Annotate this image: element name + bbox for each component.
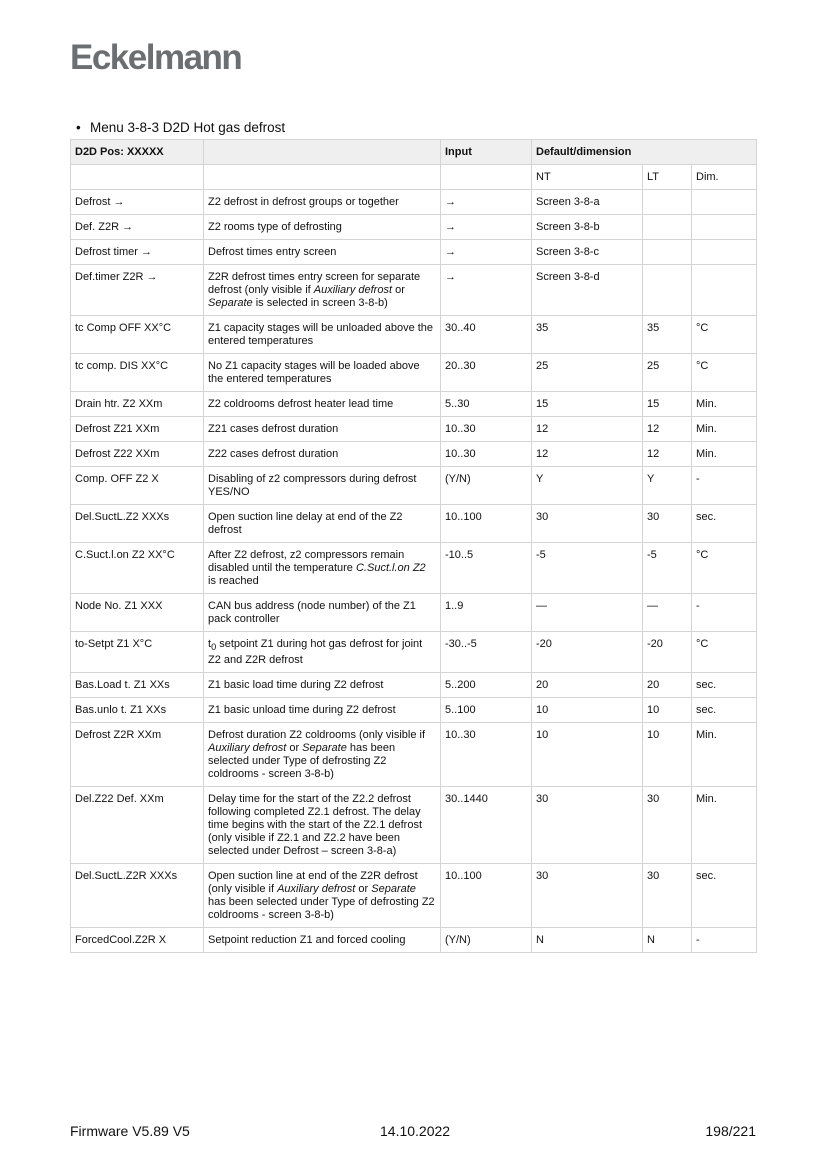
default-lt-cell: 10	[643, 698, 692, 723]
param-name-cell: C.Suct.l.on Z2 XX°C	[71, 543, 204, 594]
dimension-cell: -	[692, 928, 757, 953]
param-name-cell: Bas.Load t. Z1 XXs	[71, 673, 204, 698]
default-nt-cell: 30	[532, 787, 643, 864]
table-row	[71, 594, 757, 632]
default-nt-cell: —	[532, 594, 643, 632]
default-nt-cell: Screen 3-8-a	[532, 190, 643, 215]
description-text: 0	[211, 642, 217, 653]
description-text: or	[392, 284, 405, 296]
description-text: or	[355, 883, 372, 896]
description-cell: Open suction line delay at end of the Z2 defrost	[204, 505, 441, 543]
table-row	[71, 215, 757, 240]
default-nt-cell: 20	[532, 673, 643, 698]
param-name-cell: Del.SuctL.Z2 XXXs	[71, 505, 204, 543]
default-nt-cell: -5	[532, 543, 643, 594]
description-cell: Defrost times entry screen	[204, 240, 441, 265]
default-lt-cell: N	[643, 928, 692, 953]
description-cell: No Z1 capacity stages will be loaded above the entered temperatures	[204, 354, 441, 392]
input-range-cell: 10..100	[441, 505, 532, 543]
description-cell: Z21 cases defrost duration	[204, 417, 441, 442]
default-nt-cell: 30	[532, 505, 643, 543]
section-heading	[76, 120, 285, 135]
dimension-cell: Min.	[692, 392, 757, 417]
default-lt-cell: 20	[643, 673, 692, 698]
param-name-cell: Drain htr. Z2 XXm	[71, 392, 204, 417]
description-cell: Z1 basic load time during Z2 defrost	[204, 673, 441, 698]
dimension-cell: Min.	[692, 787, 757, 864]
default-lt-cell	[643, 215, 692, 240]
default-lt-cell: -5	[643, 543, 692, 594]
input-range-cell: →	[441, 265, 532, 316]
param-name-cell: Defrost Z21 XXm	[71, 417, 204, 442]
dimension-cell: Min.	[692, 723, 757, 787]
default-nt-cell: 10	[532, 723, 643, 787]
input-range-cell: -30..-5	[441, 632, 532, 673]
input-range-cell: 10..30	[441, 417, 532, 442]
table-row	[71, 354, 757, 392]
default-nt-cell: 30	[532, 864, 643, 928]
description-text: is reached	[208, 575, 259, 587]
description-text: Z2R defrost times entry screen for separate defrost (only visible if	[208, 271, 421, 296]
dimension-cell	[692, 240, 757, 265]
dimension-cell	[692, 215, 757, 240]
input-range-cell: 20..30	[441, 354, 532, 392]
subheader-lt: LT	[643, 165, 692, 190]
description-text: Auxiliary defrost	[313, 284, 393, 296]
description-text: has been selected under Type of defrosting Z2 coldrooms - screen 3-8-b)	[208, 896, 435, 922]
default-nt-cell: -20	[532, 632, 643, 673]
default-lt-cell	[643, 265, 692, 316]
dimension-cell: sec.	[692, 698, 757, 723]
description-text: Open suction line at end of the Z2R defrost (only visible if	[208, 870, 418, 896]
param-name-cell: Def. Z2R →	[71, 215, 204, 240]
param-name-cell: Defrost →	[71, 190, 204, 215]
section-title: Menu 3-8-3 D2D Hot gas defrost	[90, 120, 286, 135]
default-nt-cell: 35	[532, 316, 643, 354]
header-input: Input	[441, 140, 532, 165]
table-row	[71, 265, 757, 316]
default-nt-cell: Screen 3-8-b	[532, 215, 643, 240]
param-name-cell: Del.SuctL.Z2R XXXs	[71, 864, 204, 928]
description-text: t	[208, 638, 212, 650]
default-lt-cell: 30	[643, 787, 692, 864]
default-nt-cell: 25	[532, 354, 643, 392]
dimension-cell: -	[692, 467, 757, 505]
bullet-icon: •	[76, 120, 81, 135]
dimension-cell	[692, 265, 757, 316]
param-name-cell: Defrost Z2R XXm	[71, 723, 204, 787]
description-text: Defrost duration Z2 coldrooms (only visible if	[208, 729, 426, 742]
input-range-cell: 10..100	[441, 864, 532, 928]
description-text: Separate	[371, 883, 416, 896]
description-cell	[204, 723, 441, 787]
input-range-cell: -10..5	[441, 543, 532, 594]
input-range-cell: 10..30	[441, 723, 532, 787]
default-nt-cell: Y	[532, 467, 643, 505]
description-text: has been selected under Type of defrosting Z2 coldrooms - screen 3-8-b)	[208, 742, 396, 781]
footer-date: 14.10.2022	[380, 1123, 451, 1139]
dimension-cell: °C	[692, 354, 757, 392]
default-lt-cell: 35	[643, 316, 692, 354]
footer-firmware: Firmware V5.89 V5	[70, 1123, 190, 1139]
description-cell: Z22 cases defrost duration	[204, 442, 441, 467]
table-row	[71, 392, 757, 417]
default-lt-cell: —	[643, 594, 692, 632]
input-range-cell: →	[441, 215, 532, 240]
description-text: setpoint Z1 during hot gas defrost for joint Z2 and Z2R defrost	[208, 638, 423, 667]
param-name-cell: Node No. Z1 XXX	[71, 594, 204, 632]
dimension-cell: °C	[692, 316, 757, 354]
table-row	[71, 442, 757, 467]
description-text: or	[286, 742, 303, 755]
default-lt-cell: 15	[643, 392, 692, 417]
default-nt-cell: 10	[532, 698, 643, 723]
default-lt-cell	[643, 190, 692, 215]
description-cell	[204, 265, 441, 316]
param-name-cell: tc Comp OFF XX°C	[71, 316, 204, 354]
param-name-cell: Def.timer Z2R →	[71, 265, 204, 316]
footer-page-number: 198/221	[705, 1123, 756, 1139]
param-name-cell: tc comp. DIS XX°C	[71, 354, 204, 392]
table-row	[71, 417, 757, 442]
table-row	[71, 787, 757, 864]
default-lt-cell	[643, 240, 692, 265]
input-range-cell: (Y/N)	[441, 928, 532, 953]
table-row	[71, 467, 757, 505]
parameter-table	[70, 139, 757, 953]
dimension-cell: sec.	[692, 505, 757, 543]
description-cell	[204, 864, 441, 928]
param-name-cell: Del.Z22 Def. XXm	[71, 787, 204, 864]
table-row	[71, 698, 757, 723]
default-lt-cell: 10	[643, 723, 692, 787]
dimension-cell: Min.	[692, 442, 757, 467]
default-nt-cell: Screen 3-8-d	[532, 265, 643, 316]
dimension-cell: sec.	[692, 864, 757, 928]
param-name-cell: Defrost Z22 XXm	[71, 442, 204, 467]
default-lt-cell: 25	[643, 354, 692, 392]
description-cell: Disabling of z2 compressors during defrost YES/NO	[204, 467, 441, 505]
default-nt-cell: 12	[532, 417, 643, 442]
table-row	[71, 928, 757, 953]
description-text: Auxiliary defrost	[208, 742, 287, 755]
subheader-blank	[441, 165, 532, 190]
description-cell: Z2 rooms type of defrosting	[204, 215, 441, 240]
table-row	[71, 240, 757, 265]
table-header-row	[71, 140, 757, 165]
input-range-cell: (Y/N)	[441, 467, 532, 505]
description-text: C.Suct.l.on Z2	[355, 562, 426, 574]
description-cell: Setpoint reduction Z1 and forced cooling	[204, 928, 441, 953]
default-lt-cell: -20	[643, 632, 692, 673]
input-range-cell: 5..200	[441, 673, 532, 698]
param-name-cell: Bas.unlo t. Z1 XXs	[71, 698, 204, 723]
subheader-blank	[204, 165, 441, 190]
table-row	[71, 316, 757, 354]
default-nt-cell: 12	[532, 442, 643, 467]
header-pos: D2D Pos: XXXXX	[71, 140, 204, 165]
header-description	[204, 140, 441, 165]
description-cell: Z2 coldrooms defrost heater lead time	[204, 392, 441, 417]
default-nt-cell: 15	[532, 392, 643, 417]
default-lt-cell: Y	[643, 467, 692, 505]
eckelmann-logo: Eckelmann	[70, 38, 242, 77]
table-row	[71, 543, 757, 594]
default-nt-cell: N	[532, 928, 643, 953]
param-name-cell: Comp. OFF Z2 X	[71, 467, 204, 505]
dimension-cell: °C	[692, 632, 757, 673]
subheader-blank	[71, 165, 204, 190]
dimension-cell: Min.	[692, 417, 757, 442]
description-text: Auxiliary defrost	[277, 883, 356, 896]
description-cell	[204, 632, 441, 673]
input-range-cell: 5..30	[441, 392, 532, 417]
input-range-cell: 30..1440	[441, 787, 532, 864]
table-subheader-row	[71, 165, 757, 190]
description-text: is selected in screen 3-8-b)	[252, 297, 388, 309]
description-cell: Delay time for the start of the Z2.2 defrost following completed Z2.1 defrost. The delay time begins with the start of the Z2.1 defrost (only visible if Z2.1 and Z2.2 have been selected under Defrost – screen 3-8-a)	[204, 787, 441, 864]
description-text: Separate	[302, 742, 347, 755]
param-name-cell: Defrost timer →	[71, 240, 204, 265]
input-range-cell: 1..9	[441, 594, 532, 632]
default-lt-cell: 12	[643, 417, 692, 442]
table-row	[71, 723, 757, 787]
default-lt-cell: 30	[643, 864, 692, 928]
subheader-dim: Dim.	[692, 165, 757, 190]
dimension-cell: -	[692, 594, 757, 632]
input-range-cell: 10..30	[441, 442, 532, 467]
table-row	[71, 632, 757, 673]
description-cell: CAN bus address (node number) of the Z1 pack controller	[204, 594, 441, 632]
default-lt-cell: 30	[643, 505, 692, 543]
dimension-cell: °C	[692, 543, 757, 594]
description-text: Separate	[208, 297, 253, 309]
param-name-cell: to-Setpt Z1 X°C	[71, 632, 204, 673]
table-row	[71, 190, 757, 215]
description-cell: Z2 defrost in defrost groups or together	[204, 190, 441, 215]
input-range-cell: 5..100	[441, 698, 532, 723]
description-cell	[204, 543, 441, 594]
input-range-cell: →	[441, 190, 532, 215]
param-name-cell: ForcedCool.Z2R X	[71, 928, 204, 953]
description-cell: Z1 capacity stages will be unloaded above the entered temperatures	[204, 316, 441, 354]
description-text: After Z2 defrost, z2 compressors remain disabled until the temperature	[208, 549, 405, 574]
table-row	[71, 673, 757, 698]
default-lt-cell: 12	[643, 442, 692, 467]
dimension-cell	[692, 190, 757, 215]
table-row	[71, 864, 757, 928]
dimension-cell: sec.	[692, 673, 757, 698]
input-range-cell: →	[441, 240, 532, 265]
default-nt-cell: Screen 3-8-c	[532, 240, 643, 265]
header-default-dimension: Default/dimension	[532, 140, 757, 165]
description-cell: Z1 basic unload time during Z2 defrost	[204, 698, 441, 723]
table-row	[71, 505, 757, 543]
subheader-nt: NT	[532, 165, 643, 190]
input-range-cell: 30..40	[441, 316, 532, 354]
